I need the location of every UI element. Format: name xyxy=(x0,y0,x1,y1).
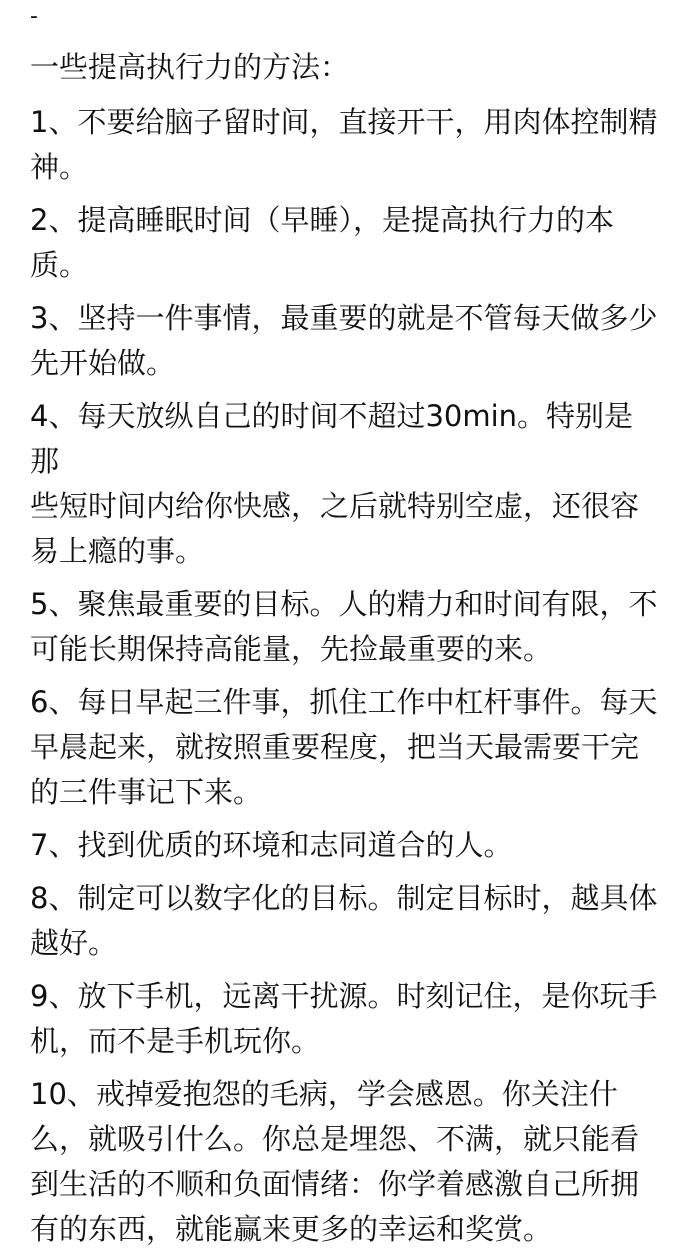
method-item-3: 3、坚持一件事情，最重要的就是不管每天做多少 先开始做。 xyxy=(30,301,658,380)
method-item-5: 5、聚焦最重要的目标。人的精力和时间有限，不 可能长期保持高能量，先捡最重要的来。 xyxy=(30,587,658,666)
method-item-10: 10、戒掉爱抱怨的毛病，学会感恩。你关注什 么，就吸引什么。你总是埋怨、不满，就只能看 到生活的不顺和负面情绪：你学着感激自己所拥 有的东西，就能赢来更多的幸运和奖赏。 xyxy=(30,1077,640,1246)
method-item-8: 8、制定可以数字化的目标。制定目标时，越具体 越好。 xyxy=(30,881,658,960)
document-title: 一些提高执行力的方法： xyxy=(30,50,350,84)
method-item-6: 6、每日早起三件事，抓住工作中杠杆事件。每天 早晨起来，就按照重要程度，把当天最需要干完 的三件事记下来。 xyxy=(30,685,658,809)
method-item-2: 2、提高睡眠时间（早睡），是提高执行力的本质。 xyxy=(30,203,614,282)
document-body xyxy=(30,0,660,1260)
method-list xyxy=(30,100,660,1252)
method-item-4: 4、每天放纵自己的时间不超过30min。特别是那 些短时间内给你快感，之后就特别空虚，还很容 易上瘾的事。 xyxy=(30,399,640,568)
method-item-1: 1、不要给脑子留时间，直接开干，用肉体控制精 神。 xyxy=(30,105,658,184)
method-item-9: 9、放下手机，远离干扰源。时刻记住，是你玩手 机，而不是手机玩你。 xyxy=(30,979,658,1058)
method-item-7: 7、找到优质的环境和志同道合的人。 xyxy=(30,828,513,862)
leading-dash: - xyxy=(30,4,38,29)
